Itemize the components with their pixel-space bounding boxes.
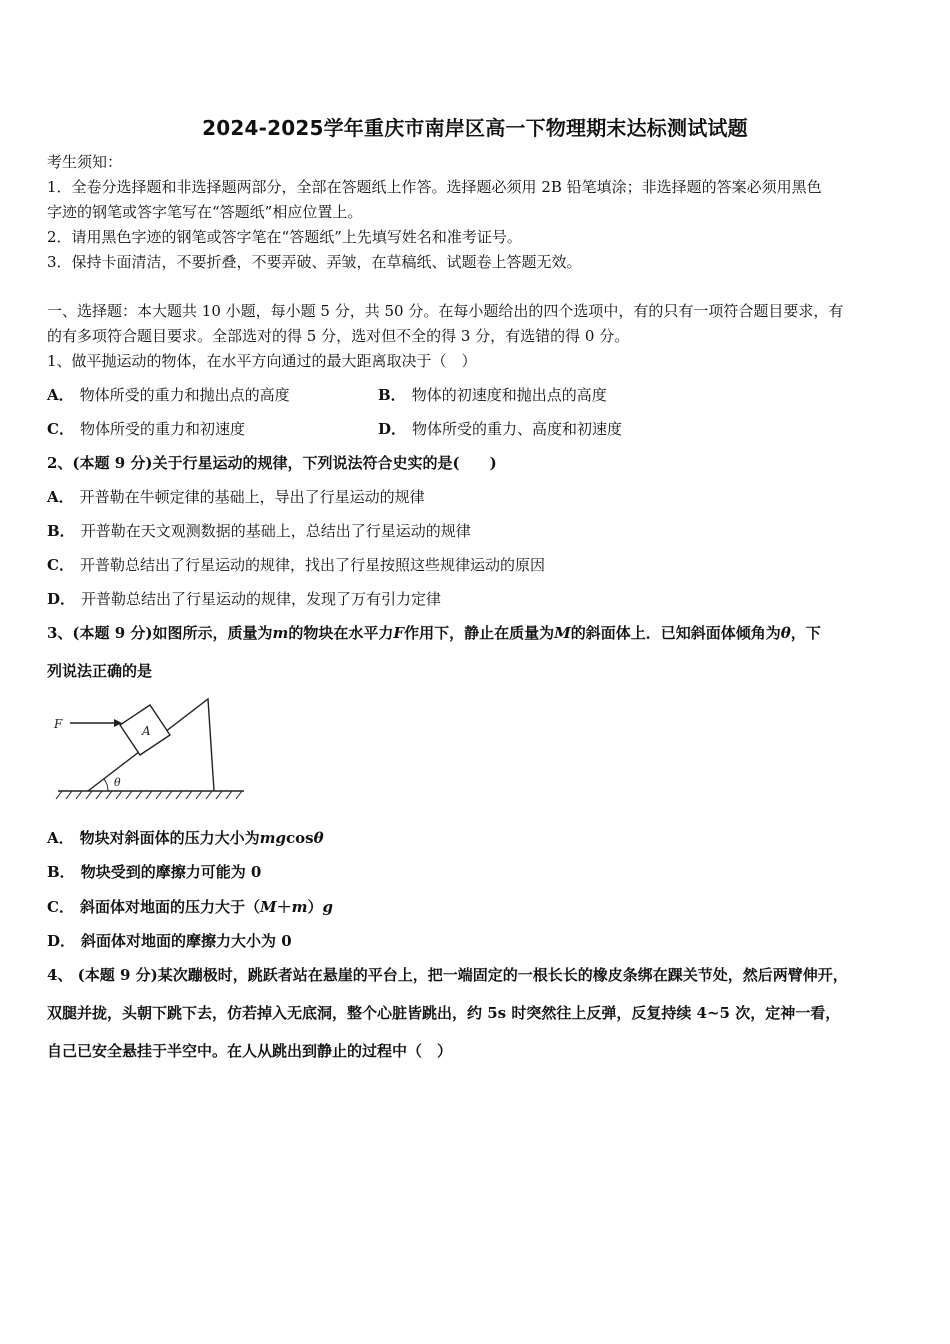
force-label: F [54, 717, 63, 731]
q3-option-a [47, 829, 324, 847]
angle-arc [104, 779, 108, 791]
q3-stem-part: 作用下，静止在质量为 [404, 624, 555, 642]
formula-theta: θ [313, 829, 324, 847]
q3-var-big-m: M [554, 624, 571, 642]
section-heading-line-2: 的有多项符合题目要求。全部选对的得 5 分，选对但不全的得 3 分，有选错的得 0 分。 [47, 327, 630, 345]
q3-stem-line-2: 列说法正确的是 [47, 662, 153, 680]
formula-mg: mg [259, 829, 287, 847]
option-text: 物体的初速度和抛出点的高度 [411, 386, 607, 404]
block-label: A [142, 724, 151, 738]
formula-close: ） [307, 898, 323, 916]
q3-option-b [47, 863, 261, 881]
option-label: B． [378, 386, 406, 404]
q4-stem-line-3: 自己已安全悬挂于半空中。在人从跳出到静止的过程中（ ） [47, 1042, 453, 1060]
formula-plus: ＋ [276, 898, 292, 916]
option-text: 物块对斜面体的压力大小为 [79, 829, 260, 847]
incline-diagram [52, 695, 252, 805]
option-label: D． [378, 420, 407, 438]
option-text: 斜面体对地面的摩擦力大小为 0 [81, 932, 292, 950]
incline-figure [52, 695, 252, 805]
q2-option-d [47, 590, 441, 608]
option-label: C． [47, 898, 74, 916]
q2-option-c [47, 556, 545, 574]
option-label: A． [47, 386, 74, 404]
notice-item-1-line-1: 1．全卷分选择题和非选择题两部分，全部在答题纸上作答。选择题必须用 2B 铅笔填涂；非选择题的答案必须用黑色 [47, 178, 822, 196]
option-text: 物块受到的摩擦力可能为 0 [80, 863, 262, 881]
notice-item-1-line-2: 字迹的钢笔或答字笔写在“答题纸”相应位置上。 [47, 203, 363, 221]
q4-stem-line-2: 双腿并拢，头朝下跳下去，仿若掉入无底洞，整个心脏皆跳出，约 5s 时突然往上反弹，反复持续 4~5 次，定神一看， [47, 1004, 841, 1022]
q3-var-theta: θ [780, 624, 791, 642]
q3-stem-part: ，下 [790, 624, 821, 642]
option-label: C． [47, 556, 74, 574]
option-text: 物体所受的重力和初速度 [79, 420, 245, 438]
option-label: B． [47, 522, 75, 540]
formula-g: g [322, 898, 333, 916]
q1-option-c [47, 420, 245, 438]
option-label: D． [47, 932, 76, 950]
notice-heading: 考生须知： [47, 153, 123, 171]
option-label: A． [47, 488, 74, 506]
q1-option-b [378, 386, 607, 404]
section-heading-line-1: 一、选择题：本大题共 10 小题，每小题 5 分，共 50 分。在每小题给出的四个选项中，有的只有一项符合题目要求，有 [47, 302, 844, 320]
q3-stem-line-1 [47, 624, 821, 642]
q3-stem-part: 的物块在水平力 [288, 624, 394, 642]
option-label: C． [47, 420, 74, 438]
option-text: 开普勒在牛顿定律的基础上，导出了行星运动的规律 [79, 488, 425, 506]
notice-item-2: 2．请用黑色字迹的钢笔或答字笔在“答题纸”上先填写姓名和准考证号。 [47, 228, 522, 246]
q3-stem-part: 3、(本题 9 分)如图所示，质量为 [47, 624, 273, 642]
q3-var-f: F [393, 624, 405, 642]
option-text: 物体所受的重力、高度和初速度 [412, 420, 623, 438]
formula-m: m [291, 898, 308, 916]
formula-big-m: M [259, 898, 277, 916]
q1-stem: 1、做平抛运动的物体，在水平方向通过的最大距离取决于（ ） [47, 352, 477, 370]
q3-stem-part: 的斜面体上．已知斜面体倾角为 [570, 624, 781, 642]
option-label: B． [47, 863, 75, 881]
q2-option-b [47, 522, 471, 540]
page-title: 2024-2025学年重庆市南岸区高一下物理期末达标测试试题 [202, 116, 748, 140]
notice-item-3: 3．保持卡面清洁，不要折叠，不要弄破、弄皱，在草稿纸、试题卷上答题无效。 [47, 253, 582, 271]
option-text: 开普勒总结出了行星运动的规律，发现了万有引力定律 [81, 590, 442, 608]
q3-option-d [47, 932, 292, 950]
q3-option-c [47, 898, 333, 916]
q2-stem: 2、(本题 9 分)关于行星运动的规律，下列说法符合史实的是( ) [47, 454, 497, 472]
option-text: 斜面体对地面的压力大于（ [79, 898, 260, 916]
option-text: 物体所受的重力和抛出点的高度 [79, 386, 290, 404]
q1-option-d [378, 420, 622, 438]
option-text: 开普勒总结出了行星运动的规律，找出了行星按照这些规律运动的原因 [79, 556, 545, 574]
q1-option-a [47, 386, 290, 404]
q4-stem-line-1: 4、 (本题 9 分)某次蹦极时，跳跃者站在悬崖的平台上，把一端固定的一根长长的橡皮条绑在踝关节处，然后两臂伸开， [47, 966, 848, 984]
option-label: D． [47, 590, 76, 608]
formula-cos: cos [286, 829, 314, 847]
option-label: A． [47, 829, 74, 847]
q2-option-a [47, 488, 425, 506]
ground-hatching [56, 791, 242, 799]
option-text: 开普勒在天文观测数据的基础上，总结出了行星运动的规律 [80, 522, 471, 540]
q3-var-m: m [272, 624, 289, 642]
angle-label: θ [114, 776, 121, 789]
